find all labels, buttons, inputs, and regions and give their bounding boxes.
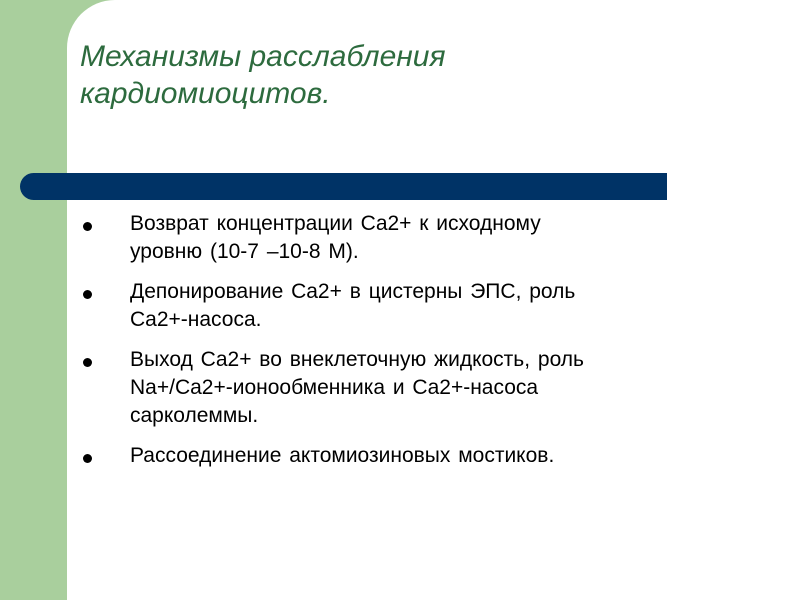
bullet-item [80, 278, 720, 334]
bullet-dot-icon [83, 222, 92, 231]
bullet-list [80, 210, 720, 482]
bullet-line: Ca2+-насоса. [130, 308, 262, 331]
bullet-item [80, 346, 720, 430]
bullet-text [130, 210, 720, 266]
bullet-line: сарколеммы. [130, 404, 259, 427]
bullet-line: Депонирование Ca2+ в цистерны ЭПС, роль [130, 280, 576, 303]
bullet-line: Выход Ca2+ во внеклеточную жидкость, роль [130, 348, 584, 371]
bullet-text [130, 346, 720, 430]
bullet-item [80, 210, 720, 266]
bullet-line: Na+/Ca2+-ионообменника и Ca2+-насоса [130, 376, 539, 399]
bullet-line: Рассоединение актомиозиновых мостиков. [130, 444, 555, 467]
bullet-dot-icon [83, 454, 92, 463]
bullet-dot-icon [83, 358, 92, 367]
bullet-text [130, 442, 720, 470]
slide-title-line-1: Механизмы расслабления [80, 40, 446, 73]
bullet-line: Возврат концентрации Ca2+ к исходному [130, 212, 541, 235]
slide-title [80, 38, 680, 112]
bullet-line: уровню (10-7 –10-8 М). [130, 240, 359, 263]
bullet-dot-icon [83, 290, 92, 299]
bullet-text [130, 278, 720, 334]
bullet-item [80, 442, 720, 470]
title-divider [20, 173, 667, 200]
slide-title-line-2: кардиомиоцитов. [80, 77, 331, 110]
